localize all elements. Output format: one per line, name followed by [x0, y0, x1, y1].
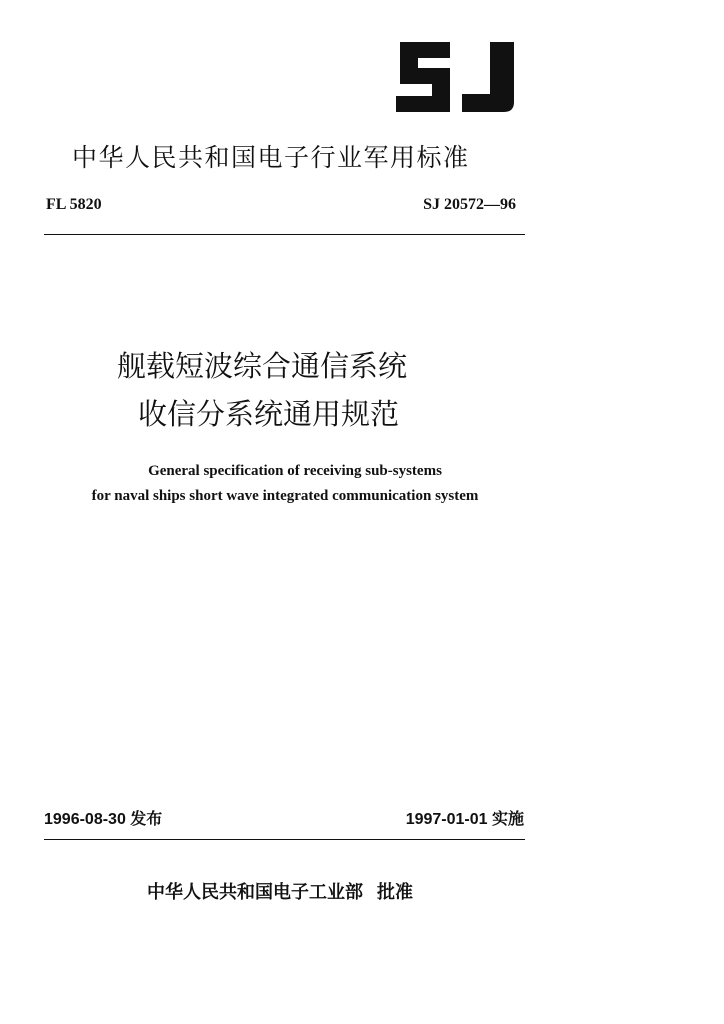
- issue-date: 1996-08-30 发布: [44, 811, 163, 828]
- approval-line: [147, 878, 413, 904]
- sj-logo: [392, 40, 518, 114]
- title-en-line2: for naval ships short wave integrated communication system: [91, 488, 479, 504]
- approving-authority: 中华人民共和国电子工业部: [147, 882, 363, 903]
- approve-label: 批准: [377, 882, 413, 903]
- standard-number: SJ 20572—96: [423, 196, 516, 213]
- top-divider: [44, 234, 525, 235]
- title-en-line1: General specification of receiving sub-systems: [148, 463, 442, 479]
- classification-code: FL 5820: [46, 196, 102, 213]
- issuing-authority-title: 中华人民共和国电子行业军用标准: [72, 143, 470, 172]
- title-cn-line1: 舰载短波综合通信系统: [117, 349, 408, 383]
- title-cn-line2: 收信分系统通用规范: [138, 397, 400, 431]
- implementation-date: 1997-01-01 实施: [405, 811, 524, 828]
- bottom-divider: [44, 839, 525, 840]
